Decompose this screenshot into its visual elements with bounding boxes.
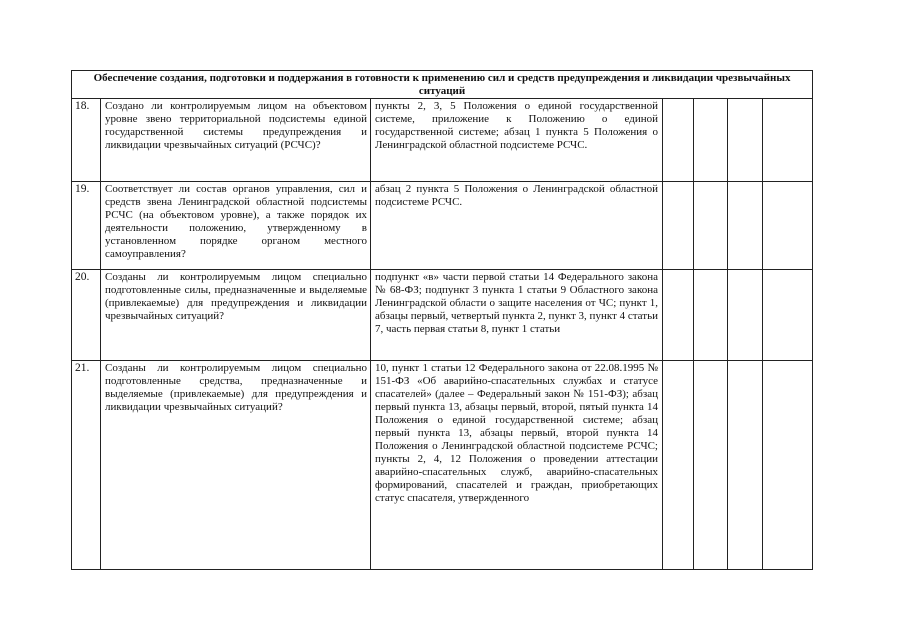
section-header-row xyxy=(72,71,813,99)
note-cell xyxy=(763,99,813,182)
row-number: 19. xyxy=(72,182,101,270)
table-row xyxy=(72,361,813,570)
reference-cell: 10, пункт 1 статьи 12 Федерального закона от 22.08.1995 № 151-ФЗ «Об аварийно-спасательных службах и статусе спасателей» (далее – Федеральный закон № 151-ФЗ); абзац первый пункта 13, абзацы первый, второй, пятый пункта 14 Положения о единой государственной системе; абзац первый пункта 13, абзацы первый, второй пункта 14 Положения о Ленинградской областной подсистеме РСЧС; пункты 2, 4, 12 Положения о проведении аттестации аварийно-спасательных служб, аварийно-спасательных формирований, спасателей и граждан, приобретающих статус спасателя, утвержденного xyxy=(371,361,663,570)
question-cell: Созданы ли контролируемым лицом специально подготовленные силы, предназначенные и выделяемые (привлекаемые) для предупреждения и ликвидации чрезвычайных ситуаций? xyxy=(101,270,371,361)
answer-cell-yes xyxy=(663,99,694,182)
answer-cell-na xyxy=(728,182,763,270)
note-cell xyxy=(763,182,813,270)
answer-cell-yes xyxy=(663,182,694,270)
table-row xyxy=(72,99,813,182)
answer-cell-no xyxy=(694,270,728,361)
checklist-table xyxy=(71,70,813,570)
question-cell: Созданы ли контролируемым лицом специально подготовленные средства, предназначенные и выделяемые (привлекаемые) для предупреждения и ликвидации чрезвычайных ситуаций? xyxy=(101,361,371,570)
note-cell xyxy=(763,361,813,570)
answer-cell-yes xyxy=(663,361,694,570)
reference-cell: подпункт «в» части первой статьи 14 Федерального закона № 68-ФЗ; подпункт 3 пункта 1 статьи 9 Областного закона Ленинградской области о защите населения от ЧС; пункт 1, абзацы первый, четвертый пункта 2, пункт 3, пункт 4 статьи 7, часть первая статьи 8, пункт 1 статьи xyxy=(371,270,663,361)
question-cell: Соответствует ли состав органов управления, сил и средств звена Ленинградской областной подсистемы РСЧС (на объектовом уровне), а также порядок их деятельности положению, утвержденному в установленном порядке органом местного самоуправления? xyxy=(101,182,371,270)
answer-cell-na xyxy=(728,99,763,182)
answer-cell-no xyxy=(694,182,728,270)
row-number: 21. xyxy=(72,361,101,570)
answer-cell-na xyxy=(728,361,763,570)
answer-cell-yes xyxy=(663,270,694,361)
answer-cell-no xyxy=(694,99,728,182)
reference-cell: абзац 2 пункта 5 Положения о Ленинградской областной подсистеме РСЧС. xyxy=(371,182,663,270)
section-title: Обеспечение создания, подготовки и поддержания в готовности к применению сил и средств предупреждения и ликвидации чрезвычайных ситуаций xyxy=(72,71,813,99)
question-cell: Создано ли контролируемым лицом на объектовом уровне звено территориальной подсистемы единой государственной системы предупреждения и ликвидации чрезвычайных ситуаций (РСЧС)? xyxy=(101,99,371,182)
table-row xyxy=(72,182,813,270)
answer-cell-no xyxy=(694,361,728,570)
table-row xyxy=(72,270,813,361)
note-cell xyxy=(763,270,813,361)
row-number: 20. xyxy=(72,270,101,361)
row-number: 18. xyxy=(72,99,101,182)
reference-cell: пункты 2, 3, 5 Положения о единой государственной системе, приложение к Положению о единой государственной системе; абзац 1 пункта 5 Положения о Ленинградской областной подсистеме РСЧС. xyxy=(371,99,663,182)
answer-cell-na xyxy=(728,270,763,361)
